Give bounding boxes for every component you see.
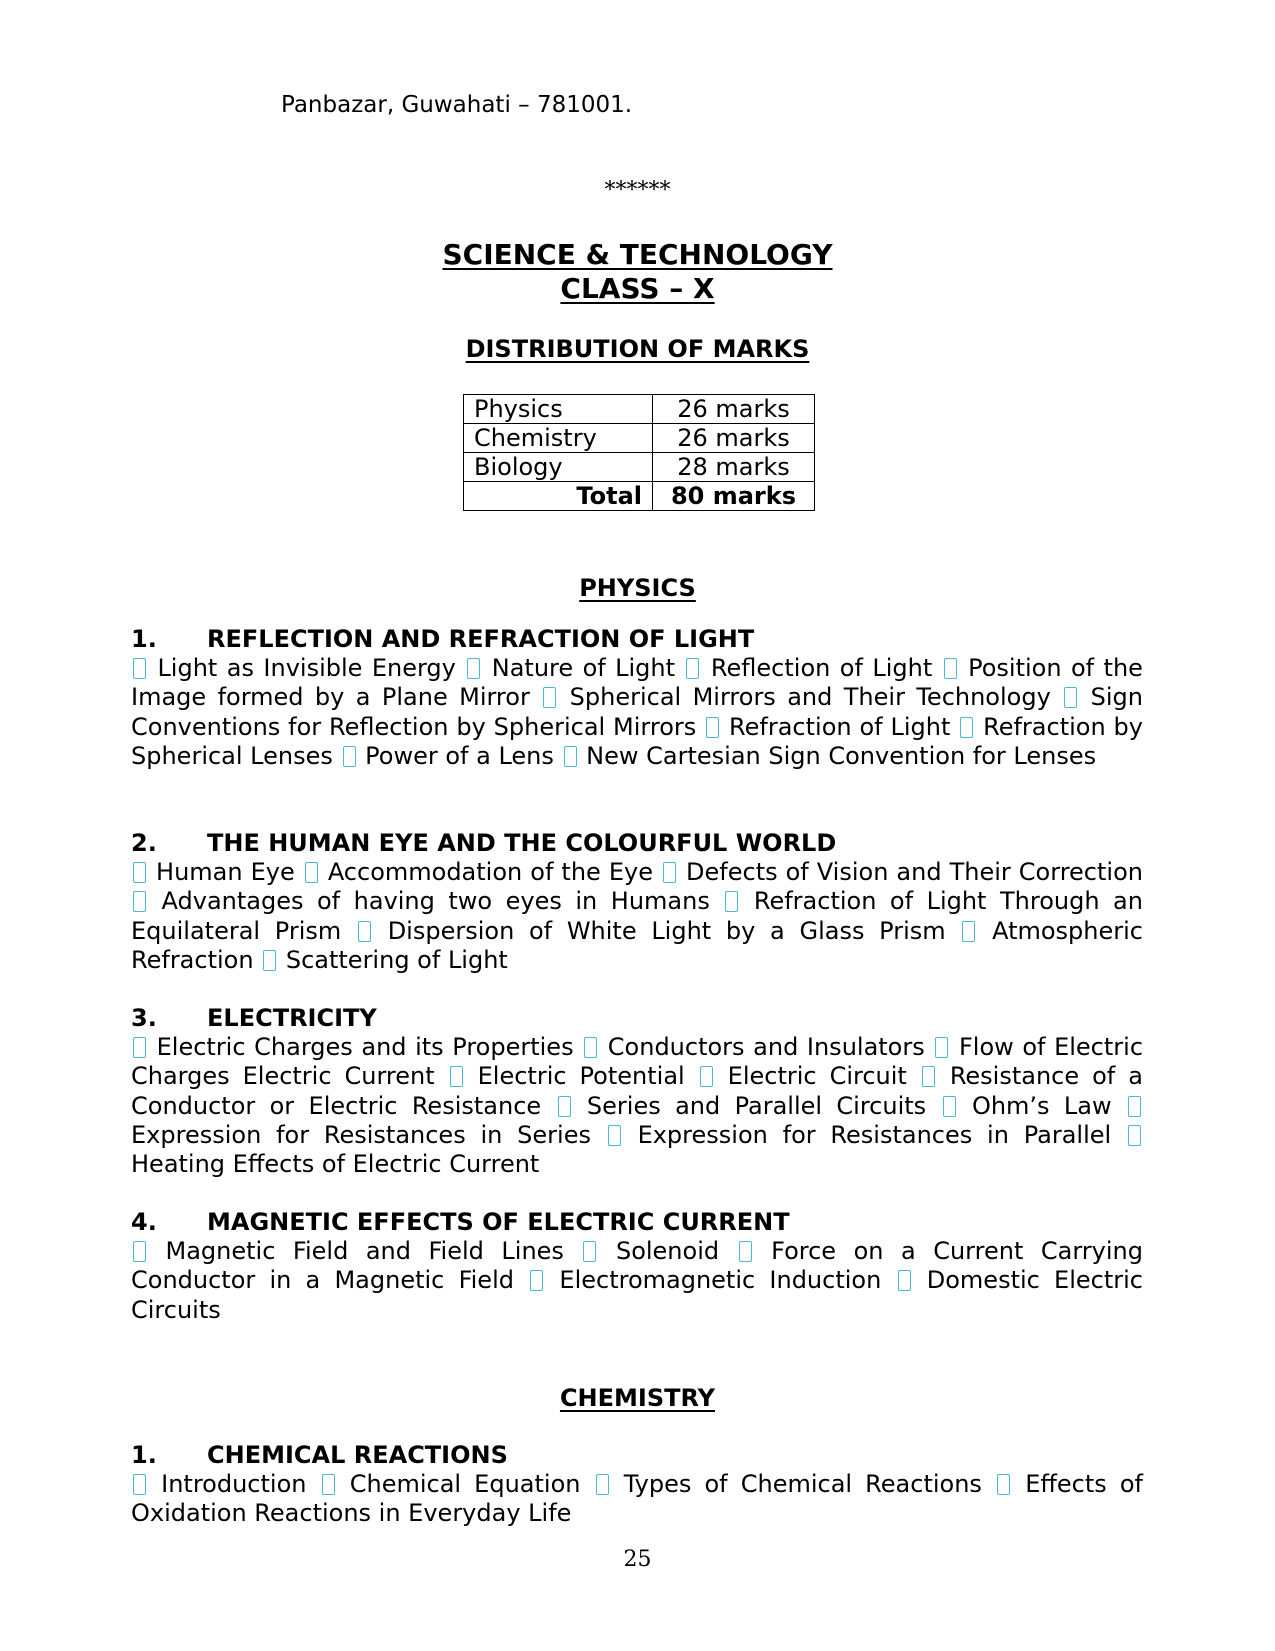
topic-item: Electric Potential xyxy=(477,1062,685,1091)
chemistry-heading: CHEMISTRY xyxy=(559,1384,716,1412)
topic-item: Force on a Current Carrying Conductor in a Magnetic Field xyxy=(131,1237,1143,1295)
topic-item: Chemical Equation xyxy=(349,1470,581,1498)
topic-item: Domestic Electric Circuits xyxy=(131,1266,1143,1324)
topic-item: Spherical Mirrors and Their Technology xyxy=(569,683,1051,712)
bullet-icon xyxy=(133,1037,146,1058)
bullet-icon xyxy=(944,658,957,679)
section-title: ELECTRICITY xyxy=(207,1004,377,1032)
topic-item: Expression for Resistances in Series xyxy=(131,1120,591,1149)
topic-item: Position of the Image formed by a Plane Mirror xyxy=(131,654,1143,712)
bullet-icon xyxy=(558,1096,571,1117)
separator: ****** xyxy=(604,178,671,203)
section-heading xyxy=(131,1441,1143,1470)
bullet-icon xyxy=(133,658,146,679)
topic-item: Ohm’s Law xyxy=(971,1091,1112,1120)
bullet-icon xyxy=(564,746,577,767)
topic-item: New Cartesian Sign Convention for Lenses xyxy=(586,741,1097,770)
bullet-icon xyxy=(263,950,276,971)
physics-section-1 xyxy=(131,625,1143,771)
marks-cell: 26 marks xyxy=(653,395,815,424)
topic-item: Solenoid xyxy=(615,1237,720,1265)
total-label: Total xyxy=(464,482,653,511)
bullet-icon xyxy=(450,1066,463,1087)
bullet-icon xyxy=(706,717,719,738)
topic-item: Human Eye xyxy=(156,858,295,886)
topic-item: Accommodation of the Eye xyxy=(327,858,653,886)
section-number: 1. xyxy=(131,625,157,653)
topic-item: Advantages of having two eyes in Humans xyxy=(161,887,710,916)
bullet-icon xyxy=(962,921,975,942)
bullet-icon xyxy=(663,862,676,883)
bullet-icon xyxy=(922,1066,935,1087)
section-number: 2. xyxy=(131,829,157,857)
address-line: Panbazar, Guwahati – 781001. xyxy=(281,92,633,118)
section-number: 4. xyxy=(131,1208,157,1236)
topic-item: Nature of Light xyxy=(491,654,676,682)
section-title: THE HUMAN EYE AND THE COLOURFUL WORLD xyxy=(207,829,837,857)
topic-item: Expression for Resistances in Parallel xyxy=(637,1120,1112,1149)
bullet-icon xyxy=(305,862,318,883)
title-line-2: CLASS – X xyxy=(560,272,715,305)
bullet-icon xyxy=(358,921,371,942)
topic-item: Conductors and Insulators xyxy=(607,1033,925,1061)
topic-list xyxy=(131,1237,1143,1325)
bullet-icon xyxy=(543,687,556,708)
section-number: 3. xyxy=(131,1004,157,1032)
bullet-icon xyxy=(943,1096,956,1117)
topic-item: Refraction by Spherical Lenses xyxy=(131,712,1143,770)
bullet-icon xyxy=(608,1125,621,1146)
physics-section-2 xyxy=(131,829,1143,975)
subject-cell: Chemistry xyxy=(464,424,653,453)
bullet-icon xyxy=(935,1037,948,1058)
topic-item: Series and Parallel Circuits xyxy=(586,1091,927,1120)
physics-heading: PHYSICS xyxy=(579,574,696,602)
marks-cell: 26 marks xyxy=(653,424,815,453)
section-heading xyxy=(131,1004,1143,1033)
chemistry-section-1 xyxy=(131,1441,1143,1529)
bullet-icon xyxy=(133,891,146,912)
topic-item: Scattering of Light xyxy=(285,945,508,974)
topic-list xyxy=(131,1470,1143,1529)
section-number: 1. xyxy=(131,1441,157,1469)
bullet-icon xyxy=(133,1241,146,1262)
total-row xyxy=(464,482,815,511)
physics-section-3 xyxy=(131,1004,1143,1179)
bullet-icon xyxy=(1128,1096,1141,1117)
topic-list xyxy=(131,858,1143,975)
bullet-icon xyxy=(898,1270,911,1291)
total-marks: 80 marks xyxy=(653,482,815,511)
topic-list xyxy=(131,1033,1143,1179)
topic-item: Electric Charges and its Properties xyxy=(156,1033,574,1061)
bullet-icon xyxy=(133,1474,146,1495)
bullet-icon xyxy=(997,1474,1010,1495)
bullet-icon xyxy=(322,1474,335,1495)
bullet-icon xyxy=(1128,1125,1141,1146)
topic-item: Refraction of Light xyxy=(729,712,951,741)
topic-item: Magnetic Field and Field Lines xyxy=(165,1237,564,1265)
bullet-icon xyxy=(584,1037,597,1058)
bullet-icon xyxy=(686,658,699,679)
bullet-icon xyxy=(739,1241,752,1262)
section-title: MAGNETIC EFFECTS OF ELECTRIC CURRENT xyxy=(207,1208,790,1236)
topic-item: Electromagnetic Induction xyxy=(559,1266,882,1295)
section-heading xyxy=(131,1208,1143,1237)
topic-item: Atmospheric Refraction xyxy=(131,916,1143,974)
topic-item: Refraction of Light Through an Equilateral Prism xyxy=(131,887,1143,945)
topic-item: Heating Effects of Electric Current xyxy=(131,1150,540,1179)
bullet-icon xyxy=(133,862,146,883)
bullet-icon xyxy=(960,717,973,738)
topic-item: Light as Invisible Energy xyxy=(157,654,456,682)
bullet-icon xyxy=(725,891,738,912)
physics-section-4 xyxy=(131,1208,1143,1325)
subject-cell: Physics xyxy=(464,395,653,424)
section-heading xyxy=(131,625,1143,654)
distribution-heading: DISTRIBUTION OF MARKS xyxy=(465,335,810,363)
section-heading xyxy=(131,829,1143,858)
marks-cell: 28 marks xyxy=(653,453,815,482)
topic-item: Sign Conventions for Reflection by Spherical Mirrors xyxy=(131,683,1143,741)
bullet-icon xyxy=(530,1270,543,1291)
bullet-icon xyxy=(700,1066,713,1087)
topic-item: Flow of Electric Charges Electric Current xyxy=(131,1033,1144,1091)
table-row xyxy=(464,395,815,424)
bullet-icon xyxy=(343,746,356,767)
section-title: CHEMICAL REACTIONS xyxy=(207,1441,508,1469)
topic-item: Introduction xyxy=(161,1470,307,1498)
section-title: REFLECTION AND REFRACTION OF LIGHT xyxy=(207,625,755,653)
topic-item: Defects of Vision and Their Correction xyxy=(686,858,1143,886)
topic-list xyxy=(131,654,1143,771)
page-number: 25 xyxy=(623,1547,652,1572)
topic-item: Effects of Oxidation Reactions in Everyday Life xyxy=(131,1470,1144,1528)
marks-table xyxy=(463,394,815,511)
topic-item: Dispersion of White Light by a Glass Prism xyxy=(387,916,946,945)
topic-item: Resistance of a Conductor or Electric Resistance xyxy=(131,1062,1143,1120)
table-row xyxy=(464,424,815,453)
subject-cell: Biology xyxy=(464,453,653,482)
topic-item: Electric Circuit xyxy=(727,1062,907,1091)
topic-item: Types of Chemical Reactions xyxy=(623,1470,982,1498)
topic-item: Power of a Lens xyxy=(365,741,554,770)
topic-item: Reflection of Light xyxy=(710,654,933,682)
table-row xyxy=(464,453,815,482)
bullet-icon xyxy=(596,1474,609,1495)
title-line-1: SCIENCE & TECHNOLOGY xyxy=(442,238,833,271)
bullet-icon xyxy=(467,658,480,679)
bullet-icon xyxy=(1064,687,1077,708)
bullet-icon xyxy=(583,1241,596,1262)
